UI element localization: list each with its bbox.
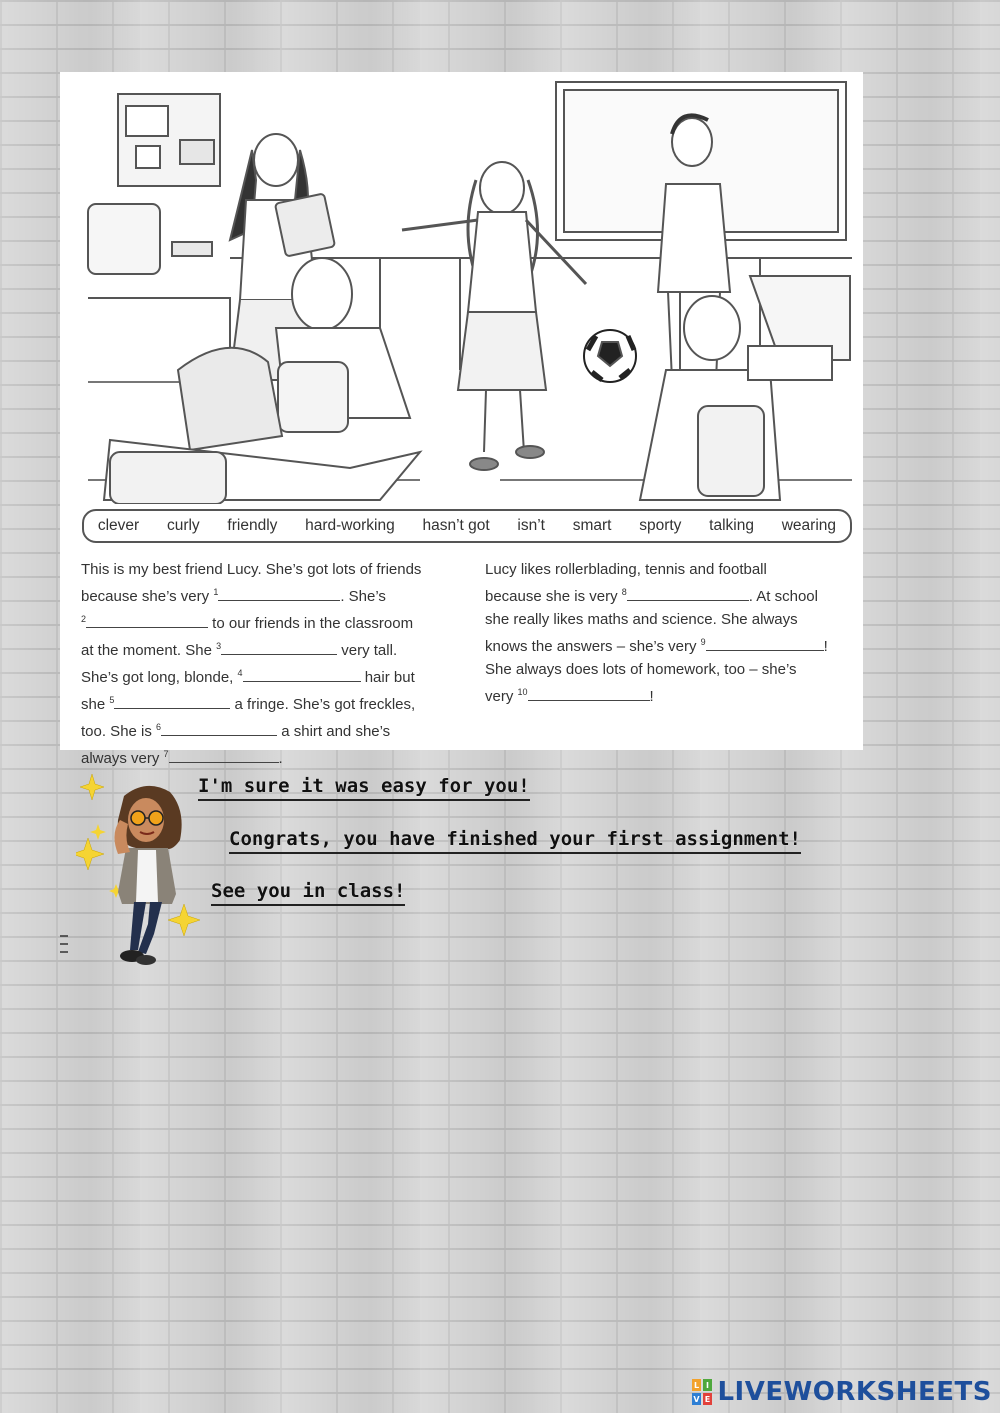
svg-text:I: I <box>706 1381 710 1390</box>
text-span: She always does lots of homework, too – she’s <box>485 661 797 678</box>
word-bank-item: wearing <box>781 517 836 534</box>
text-line <box>485 581 855 608</box>
text-span: . <box>278 750 283 767</box>
blank-number: 2 <box>81 614 87 624</box>
answer-blank-5[interactable] <box>114 694 230 709</box>
text-line <box>485 608 855 631</box>
paragraph-right <box>485 558 855 708</box>
text-span: very <box>485 688 518 705</box>
text-span: She’s got long, blonde, <box>81 669 238 686</box>
text-span: at the moment. She <box>81 642 217 659</box>
answer-blank-10[interactable] <box>528 686 650 701</box>
blank-number: 5 <box>109 695 115 705</box>
blank-number: 3 <box>216 641 222 651</box>
word-bank-item: sporty <box>639 517 682 534</box>
blank-number: 4 <box>237 668 243 678</box>
text-line <box>81 635 451 662</box>
word-bank-item: clever <box>97 517 140 534</box>
word-bank-item: talking <box>709 517 754 534</box>
paragraph-left <box>81 558 451 770</box>
text-span: she really likes maths and science. She always <box>485 611 798 628</box>
text-line <box>485 558 855 581</box>
word-bank-item: friendly <box>227 517 278 534</box>
classroom-illustration <box>80 80 852 504</box>
worksheet-card <box>60 72 863 767</box>
blank-number: 8 <box>621 587 627 597</box>
word-bank-item: curly <box>166 517 200 534</box>
message-congrats: Congrats, you have finished your first assignment! <box>229 828 801 854</box>
answer-blank-6[interactable] <box>161 721 277 736</box>
blank-number: 7 <box>163 749 169 759</box>
svg-text:L: L <box>694 1381 700 1390</box>
text-span: Lucy likes rollerblading, tennis and football <box>485 561 767 578</box>
liveworksheets-logo <box>691 1377 992 1407</box>
text-line <box>81 716 451 743</box>
text-line <box>81 662 451 689</box>
live-badge-icon <box>691 1378 713 1406</box>
text-span: a fringe. She’s got freckles, <box>230 696 416 713</box>
word-bank <box>82 509 852 543</box>
text-span: ! <box>823 638 828 655</box>
text-line <box>81 743 451 770</box>
blank-number: 9 <box>700 637 706 647</box>
text-span: to our friends in the classroom <box>208 615 414 632</box>
teacher-avatar <box>76 774 200 970</box>
text-line <box>81 689 451 716</box>
text-span: . At school <box>748 588 818 605</box>
text-line <box>81 581 451 608</box>
blank-number: 1 <box>213 587 219 597</box>
svg-text:V: V <box>693 1395 701 1404</box>
logo-text: LIVEWORKSHEETS <box>717 1377 992 1407</box>
message-see-you: See you in class! <box>211 880 405 906</box>
answer-blank-9[interactable] <box>706 636 824 651</box>
text-line <box>81 558 451 581</box>
answer-blank-7[interactable] <box>169 748 279 763</box>
word-bank-item: hasn’t got <box>422 517 490 534</box>
blank-number: 10 <box>517 687 528 697</box>
text-span: knows the answers – she’s very <box>485 638 701 655</box>
answer-blank-1[interactable] <box>218 586 340 601</box>
text-span: too. She is <box>81 723 157 740</box>
text-span: because she is very <box>485 588 622 605</box>
text-span: This is my best friend Lucy. She’s got lots of friends <box>81 561 422 578</box>
svg-text:E: E <box>705 1395 711 1404</box>
text-span: hair but <box>360 669 415 686</box>
text-span: she <box>81 696 110 713</box>
word-bank-item: isn’t <box>517 517 545 534</box>
text-line <box>81 608 451 635</box>
dash-marks <box>58 932 70 956</box>
answer-blank-8[interactable] <box>627 586 749 601</box>
word-bank-item: smart <box>572 517 612 534</box>
text-line <box>485 681 855 708</box>
message-easy: I'm sure it was easy for you! <box>198 775 530 801</box>
word-bank-item: hard-working <box>305 517 395 534</box>
text-line <box>485 658 855 681</box>
blank-number: 6 <box>156 722 162 732</box>
answer-blank-2[interactable] <box>86 613 208 628</box>
text-span: always very <box>81 750 164 767</box>
text-span: a shirt and she’s <box>277 723 391 740</box>
answer-blank-3[interactable] <box>221 640 337 655</box>
text-span: ! <box>649 688 654 705</box>
text-span: very tall. <box>337 642 398 659</box>
text-line <box>485 631 855 658</box>
text-span: because she’s very <box>81 588 214 605</box>
text-span: . She’s <box>340 588 386 605</box>
answer-blank-4[interactable] <box>243 667 361 682</box>
